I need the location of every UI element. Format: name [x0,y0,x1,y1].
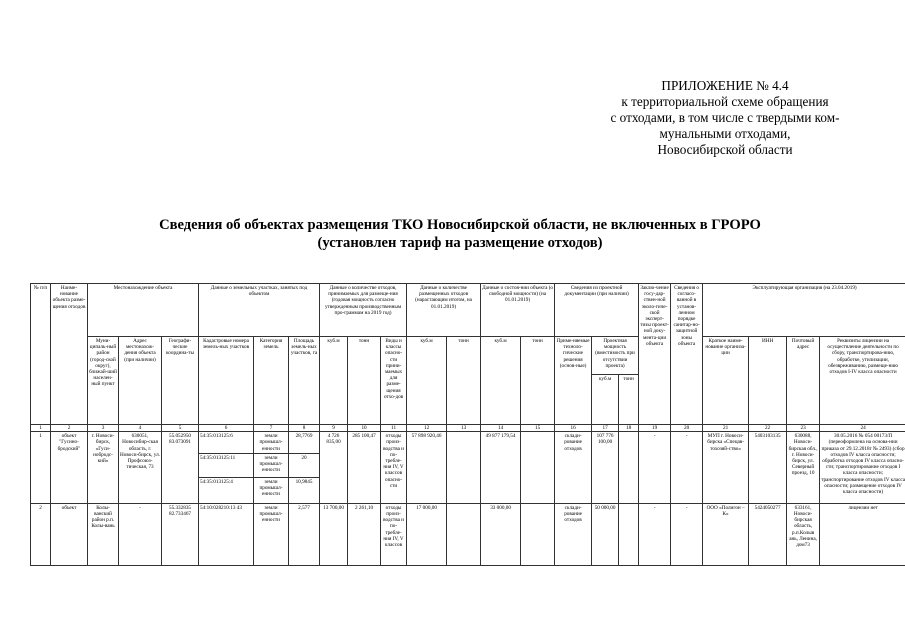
column-number: 1 [31,425,51,432]
column-number: 5 [162,425,199,432]
subheader-placed-t: тонн [447,337,481,425]
title-line-2: (установлен тариф на размещение отходов) [317,235,603,251]
column-number: 20 [671,425,703,432]
document-title [100,216,820,252]
waste-types: отходы произ-водства и по-требле-ния IV, V классов [381,503,407,565]
column-number: 24 [820,425,905,432]
object-name: объект "Гусино-бродский" [51,432,88,504]
header-row-2 [31,337,905,375]
district: Колы-ванский район р.п. Колы-вань [88,503,119,565]
subheader-license: Реквизиты лицензии на осуществление деятельности по сбору, транспортирова-нию, обработке, утилизации, обезвреживанию, размеще-нию отходов I-IV класса опасности [820,337,905,425]
license-details: лицензии нет [820,503,905,565]
placed-m3: 57 898 920,46 [407,432,447,504]
land-category: земли промышл-енности [254,453,289,477]
subheader-category: Категория земель [254,337,289,425]
land-category: земли промышл-енности [254,432,289,454]
expertise-conclusion: - [639,432,671,504]
organization-address: 633161, Новоси-бирская область, р.п.Колыв ань, Ленина, дом73 [787,503,820,565]
land-area: 2,577 [289,503,320,565]
waste-objects-table [30,283,905,566]
table-row [31,432,905,454]
subheader-capacity: Проектная мощность (вместимость при отсутствии проекта) [592,337,639,375]
organization-name: ООО «Полигон – К» [703,503,749,565]
expertise-conclusion: - [639,503,671,565]
quantity-m3: 13 700,00 [320,503,348,565]
quantity-m3: 4 726 835,00 [320,432,348,504]
placed-m3: 17 000,00 [407,503,447,565]
technology: склади-рование отходов [555,503,592,565]
sanitary-zone: - [671,432,703,504]
header-conclusion: Заклю-чение госу-дар-ствен-ной эколо-гиче-ской эксперт-тизы проект-ной доку-мента-ции объекта [639,284,671,425]
column-number: 19 [639,425,671,432]
object-name: объект [51,503,88,565]
design-capacity-tonnes [619,503,639,565]
geo-coordinates: 55.052950 83.073091 [162,432,199,504]
column-number: 6 [199,425,254,432]
header-agreement: Сведения о согласо-ванной в установ-ленном порядке санитар-но-защитной зоны объекта [671,284,703,425]
design-capacity-m3: 107 776 100,00 [592,432,619,504]
column-number-row [31,425,905,432]
land-area: 20 [289,453,320,477]
land-area: 28,7769 [289,432,320,454]
header-project: Сведения из проектной документации (при наличии) [555,284,639,337]
land-category: земли промышл-енности [254,477,289,503]
appendix-header [560,78,890,158]
column-number: 22 [749,425,787,432]
free-capacity-m3: 49 877 179,54 [481,432,521,504]
sanitary-zone: - [671,503,703,565]
quantity-tonnes: 2 261,10 [348,503,381,565]
row-number: 1 [31,432,51,504]
subheader-placed-m3: куб.м [407,337,447,425]
column-number: 17 [592,425,619,432]
address: - [119,503,162,565]
address: 630051, Новосибир-ская область, г. Новоси-бирск, ул. Профсоюз-тическая, 73 [119,432,162,504]
district: г. Новоси-бирск, «Гуси-нобродс-кий» [88,432,119,504]
subheader-area: Площадь земель-ных участков, га [289,337,320,425]
table-row [31,503,905,565]
subheader-types: Виды и классы опасно-сти прини-маемых для разме-щения отхо-дов [381,337,407,425]
appendix-line: Новосибирской области [657,142,793,157]
column-number: 9 [320,425,348,432]
organization-inn: 5403103135 [749,432,787,504]
placed-tonnes [447,432,481,504]
design-capacity-tonnes [619,432,639,504]
placed-tonnes [447,503,481,565]
subheader-inn: ИНН [749,337,787,425]
header-placed: Данные о количестве размещенных отходов (нарастающим итогом, на 01.01.2019) [407,284,481,337]
appendix-line: с отходами, в том числе с твердыми ком- [610,110,840,125]
design-capacity-m3: 50 000,00 [592,503,619,565]
header-num: № п/п [31,284,51,425]
organization-name: МУП г. Новоси-бирска «Спецав-тохозяй-ство» [703,432,749,504]
column-number: 18 [619,425,639,432]
technology: склади-рование отходов [555,432,592,504]
appendix-title: ПРИЛОЖЕНИЕ № 4.4 [661,78,789,93]
column-number: 8 [289,425,320,432]
subheader-qty-m3: куб.м [320,337,348,425]
appendix-line: к территориальной схеме обращения [621,94,829,109]
waste-types: отходы произ-водства и по-требле-ния IV, V классов опасно-сти [381,432,407,504]
subheader-post: Почтовый адрес [787,337,820,425]
quantity-tonnes: 285 100,47 [348,432,381,504]
subheader-cap-t: тонн [619,375,639,425]
organization-inn: 5424050277 [749,503,787,565]
header-name: Наиме-нование объекта разме-щения отходов [51,284,88,425]
header-location: Местонахождение объекта [88,284,199,337]
row-number: 2 [31,503,51,565]
column-number: 3 [88,425,119,432]
column-number: 10 [348,425,381,432]
land-area: 10,9845 [289,477,320,503]
subheader-org-short: Краткое наиме-нование организа-ции [703,337,749,425]
column-number: 21 [703,425,749,432]
subheader-state-t: тонн [521,337,555,425]
cadastre-number: 54:35:013125:6 [199,432,254,454]
subheader-district: Муни-ципаль-ный район (город-ской округ), ближай-ший населен-ный пункт [88,337,119,425]
column-number: 4 [119,425,162,432]
header-row-1 [31,284,905,337]
subheader-state-m3: куб.м [481,337,521,425]
title-line-1: Сведения об объектах размещения ТКО Новосибирской области, не включенных в ГРОРО [159,217,761,233]
column-number: 7 [254,425,289,432]
license-details: 30.05.2016 № 054 00173/П (переоформлена на основа-нии приказа от 29.12.2018г № 2493) (сбор отходов IV класса опасности; обработка отходов IV класса опасно-сти; транспортирование отходов I класса опасности; транспортирование отходов IV класса опасности; размещение отходов IV класса опасности) [820,432,905,504]
free-capacity-m3: 33 000,00 [481,503,521,565]
cadastre-number: 54:35:013125:11 [199,453,254,477]
subheader-cap-m3: куб.м [592,375,619,425]
subheader-address: Адрес местонахож-дения объекта (при наличии) [119,337,162,425]
column-number: 13 [447,425,481,432]
column-number: 23 [787,425,820,432]
header-org: Эксплуатирующая организация (на 23.04.2019) [703,284,905,337]
free-capacity-tonnes [521,432,555,504]
column-number: 16 [555,425,592,432]
column-number: 2 [51,425,88,432]
cadastre-number: 54:10:028210:13 43 [199,503,254,565]
header-land: Данные о земельных участках, занятых под объектом [199,284,320,337]
subheader-cadastre: Кадастровые номера земель-ных участков [199,337,254,425]
subheader-geo: Географи-ческие координа-ты [162,337,199,425]
cadastre-number: 54:35:013125:4 [199,477,254,503]
geo-coordinates: 55.332835 82.733467 [162,503,199,565]
land-category: земли промышл-енности [254,503,289,565]
header-state: Данные о состоя-нии объекта (о свободной мощности) (на 01.01.2019) [481,284,555,337]
subheader-tech: Приме-няемые техноло-гические решения (основ-ные) [555,337,592,425]
column-number: 11 [381,425,407,432]
column-number: 15 [521,425,555,432]
appendix-line: мунальными отходами, [659,126,791,141]
header-quantity: Данные о количестве отходов, принимаемых для размеще-ния (годовая мощность согласно утвержденным производственным про-граммам на 2019 год) [320,284,407,337]
subheader-qty-t: тонн [348,337,381,425]
free-capacity-tonnes [521,503,555,565]
column-number: 12 [407,425,447,432]
column-number: 14 [481,425,521,432]
organization-address: 630088, Новоси-бирская обл., г. Новоси-бирск, ул. Северный проезд, 10 [787,432,820,504]
